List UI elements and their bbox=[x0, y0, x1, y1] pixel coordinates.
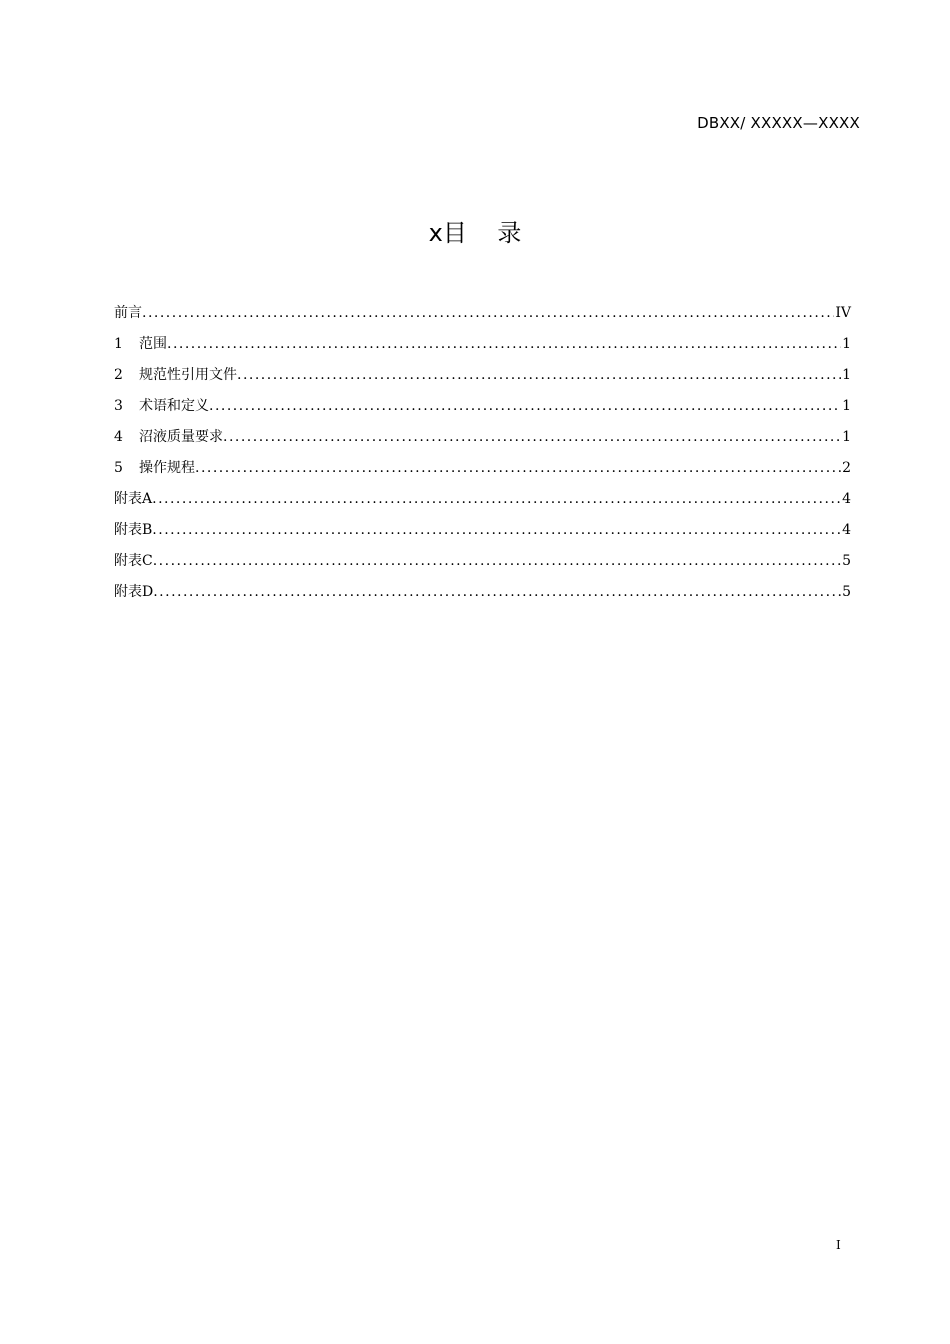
toc-entry-label: 前言 bbox=[114, 305, 142, 321]
toc-leader-dots bbox=[152, 519, 841, 541]
toc-entry-label: 规范性引用文件 bbox=[139, 367, 237, 383]
toc-entry[interactable] bbox=[114, 426, 851, 457]
table-of-contents bbox=[114, 302, 851, 612]
toc-title: x目 录 bbox=[428, 219, 522, 247]
toc-entry-number: 2 bbox=[114, 367, 123, 383]
toc-leader-dots bbox=[167, 333, 841, 355]
toc-entry-page: 4 bbox=[842, 491, 851, 507]
toc-entry-label: 操作规程 bbox=[139, 460, 195, 476]
toc-entry-page: 1 bbox=[842, 336, 851, 352]
toc-entry-page: 5 bbox=[842, 584, 851, 600]
toc-entry-label: 附表A bbox=[114, 491, 153, 507]
toc-entry[interactable] bbox=[114, 457, 851, 488]
toc-leader-dots bbox=[153, 550, 841, 572]
page-number: I bbox=[836, 1238, 841, 1252]
toc-entry[interactable] bbox=[114, 519, 851, 550]
toc-entry-page: 1 bbox=[842, 398, 851, 414]
toc-entry-number: 1 bbox=[114, 336, 123, 352]
toc-leader-dots bbox=[209, 395, 841, 417]
toc-entry-page: IV bbox=[835, 305, 851, 321]
toc-entry-label: 范围 bbox=[139, 336, 167, 352]
toc-entry[interactable] bbox=[114, 395, 851, 426]
toc-leader-dots bbox=[195, 457, 841, 479]
toc-leader-dots bbox=[237, 364, 841, 386]
toc-leader-dots bbox=[153, 581, 841, 603]
toc-leader-dots bbox=[223, 426, 841, 448]
toc-entry-label: 术语和定义 bbox=[139, 398, 209, 414]
toc-entry-number: 5 bbox=[114, 460, 123, 476]
toc-entry[interactable] bbox=[114, 488, 851, 519]
toc-entry[interactable] bbox=[114, 550, 851, 581]
toc-entry[interactable] bbox=[114, 333, 851, 364]
toc-entry-page: 1 bbox=[842, 367, 851, 383]
toc-entry-page: 4 bbox=[842, 522, 851, 538]
toc-entry-page: 1 bbox=[842, 429, 851, 445]
toc-leader-dots bbox=[152, 488, 841, 510]
toc-entry[interactable] bbox=[114, 581, 851, 612]
toc-entry-label: 附表C bbox=[114, 553, 153, 569]
toc-entry[interactable] bbox=[114, 364, 851, 395]
toc-entry-page: 2 bbox=[842, 460, 851, 476]
toc-entry-label: 附表B bbox=[114, 522, 153, 538]
toc-entry-number: 4 bbox=[114, 429, 123, 445]
toc-entry-label: 沼液质量要求 bbox=[139, 429, 223, 445]
toc-entry-label: 附表D bbox=[114, 584, 154, 600]
toc-entry-page: 5 bbox=[842, 553, 851, 569]
toc-entry[interactable] bbox=[114, 302, 851, 333]
toc-entry-number: 3 bbox=[114, 398, 123, 414]
document-code: DBXX/ XXXXX—XXXX bbox=[697, 114, 860, 132]
toc-leader-dots bbox=[142, 302, 834, 324]
